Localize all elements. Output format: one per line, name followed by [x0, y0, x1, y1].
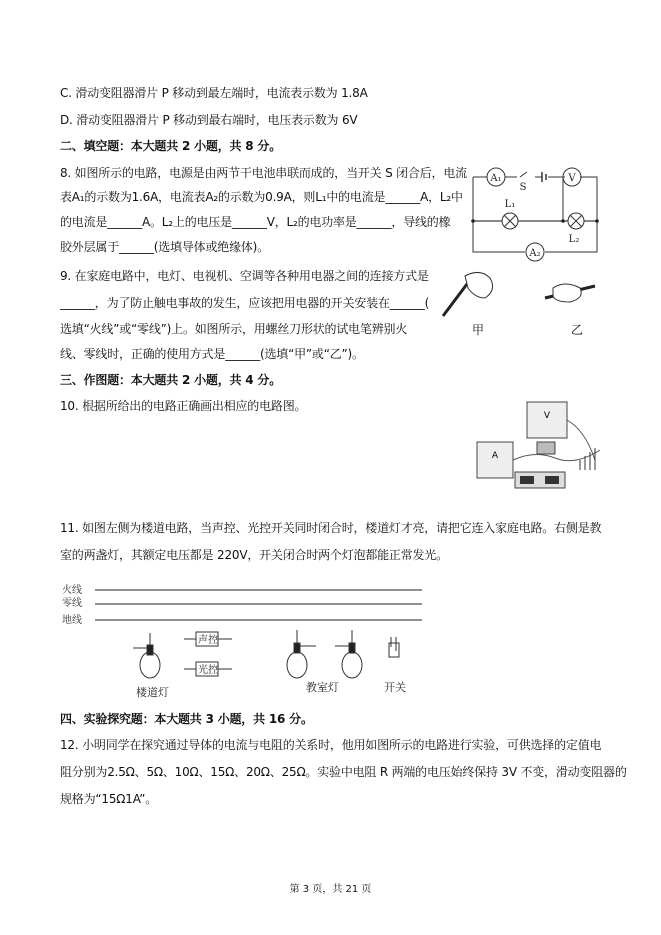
sound-switch-label: 声控 [198, 635, 218, 646]
section-heading-3: 三、作图题：本大题共 2 小题，共 4 分。 [60, 373, 282, 387]
apparatus-figure [475, 400, 603, 506]
q9-line4: 线、零线时，正确的使用方式是______(选填“甲”或“乙”)。 [60, 347, 364, 361]
switch-label: S [519, 182, 527, 193]
q8-line1: 8. 如图所示的电路，电源是由两节干电池串联而成的，当开关 S 闭合后，电流 [60, 166, 467, 180]
switch-label: 开关 [384, 681, 406, 694]
lamp-l2-label: L₂ [568, 234, 580, 245]
ammeter-label: A [491, 451, 499, 461]
fire-wire-label: 火线 [62, 585, 82, 596]
q8-line2: 表A₁的示数为1.6A，电流表A₂的示数为0.9A，则L₁中的电流是______A，L₂中 [60, 190, 463, 204]
pen-label-yi: 乙 [571, 323, 584, 337]
neutral-wire-label: 零线 [62, 598, 82, 609]
light-switch-label: 光控 [198, 665, 218, 676]
section-heading-2: 二、填空题：本大题共 2 小题，共 8 分。 [60, 139, 282, 153]
pen-label-jia: 甲 [472, 323, 485, 337]
voltmeter-label: V [568, 173, 576, 184]
q12-line1: 12. 小明同学在探究通过导体的电流与电阻的关系时，他用如图所示的电路进行实验，可供选择的定值电 [60, 738, 602, 752]
section-heading-4: 四、实验探究题：本大题共 3 小题，共 16 分。 [60, 712, 313, 726]
page-footer: 第 3 页，共 21 页 [289, 884, 372, 895]
ground-wire-label: 地线 [62, 615, 82, 626]
q9-line1: 9. 在家庭电路中，电灯、电视机、空调等各种用电器之间的连接方式是 [60, 269, 429, 283]
q8-line3: 的电流是______A。L₂上的电压是______V，L₂的电功率是______，导线的橡 [60, 215, 451, 229]
q11-line1: 11. 如图左侧为楼道电路，当声控、光控开关同时闭合时，楼道灯才亮，请把它连入家庭电路。右侧是教 [60, 521, 602, 535]
wiring-figure [50, 575, 430, 700]
circuit-diagram [465, 160, 615, 265]
ammeter-a1-label: A₁ [490, 173, 502, 184]
q12-line2: 阻分别为2.5Ω、5Ω、10Ω、15Ω、20Ω、25Ω。实验中电阻 R 两端的电压始终保持 3V 不变，滑动变阻器的 [60, 765, 627, 779]
option-c: C. 滑动变阻器滑片 P 移动到最左端时，电流表示数为 1.8A [60, 86, 368, 100]
voltmeter-label: V [543, 411, 551, 421]
lamp-l1-label: L₁ [504, 199, 516, 210]
ammeter-a2-label: A₂ [529, 248, 541, 259]
q8-line4: 胶外层属于______(选填导体或绝缘体)。 [60, 240, 269, 254]
q11-line2: 室的两盏灯，其额定电压都是 220V，开关闭合时两个灯泡都能正常发光。 [60, 548, 448, 562]
q12-line3: 规格为“15Ω1A”。 [60, 792, 158, 806]
q10-text: 10. 根据所给出的电路正确画出相应的电路图。 [60, 399, 307, 413]
stair-lamp-label: 楼道灯 [136, 686, 169, 699]
test-pen-figure [435, 268, 605, 323]
q9-line2: ______，为了防止触电事故的发生，应该把用电器的开关安装在______( [60, 296, 430, 310]
option-d: D. 滑动变阻器滑片 P 移动到最右端时，电压表示数为 6V [60, 113, 358, 127]
q9-line3: 选填“火线”或“零线”)上。如图所示，用螺丝刀形状的试电笔辨别火 [60, 322, 408, 336]
classroom-lamp-label: 教室灯 [306, 681, 339, 694]
